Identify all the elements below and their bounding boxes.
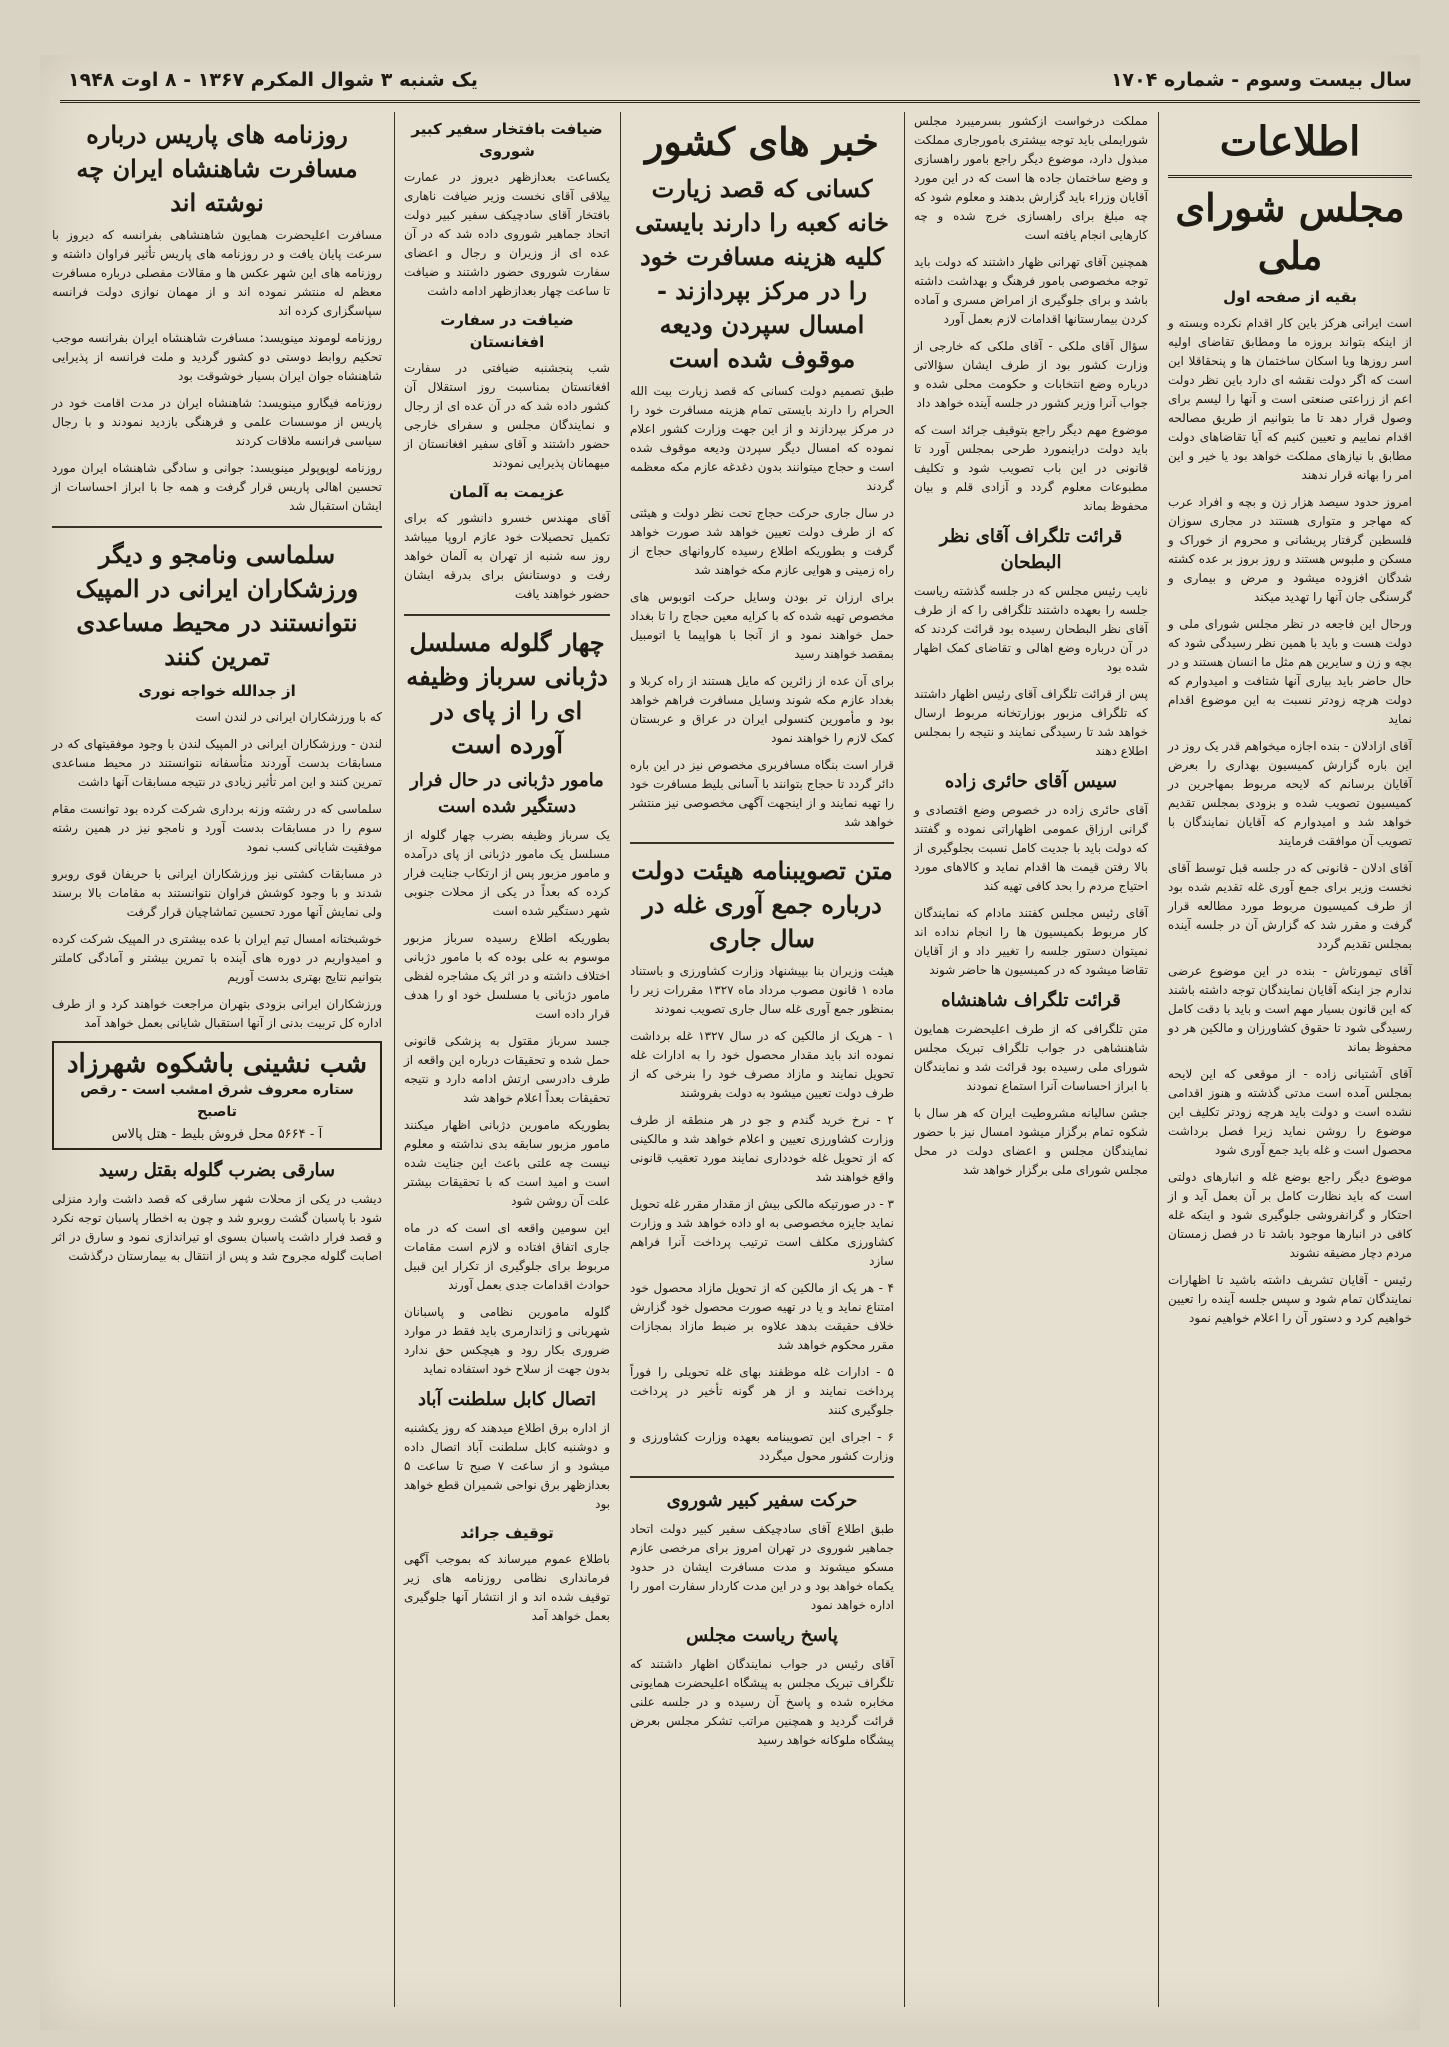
subheading: ضیافت بافتخار سفیر کبیر شوروی <box>411 120 603 160</box>
dateline <box>60 60 1420 103</box>
paragraph: ۱ - هریک از مالکین که در سال ۱۳۲۷ غله برداشت نموده اند باید مقدار محصول خود را به ادارات غله تحویل نمایند و مازاد مصرف خود را بنرخی که از طرف دولت تعیین میشود به دولت بفروشند <box>630 1029 894 1100</box>
paragraph: خوشبختانه امسال تیم ایران با عده بیشتری در المپیک شرکت کرده و امیدواریم در دوره های آینده با تمرین بیشتر و آمادگی کاملتر بتوانیم نتایج بهتری بدست آوریم <box>52 932 382 984</box>
paragraph: است ایرانی هرکز باین کار اقدام نکرده وبسته و از اینکه بتواند بروزه ما ومطابق تقاضای اولیه اسر روزها ویا اسکان ساختمان ها و پنحقاقلا این است که اگر دولت نقشه ای دارد باین نظر دولت اعم از زراعتی صنعتی است و آنها را لیسم برای وصول قرار دهد تا ما بتوانیم از طریق مصالحه اقدام نماییم و تعیین کنیم که آیا تقاضاهای دولت مطابق با نیازهای مملکت خواهد بود یا خیر و این امر را بهانه قرار ندهند <box>1168 316 1412 482</box>
paragraph: ۴ - هر یک از مالکین که از تحویل مازاد محصول خود امتناع نماید و یا در تهیه صورت محصول خود گزارش خلاف حقیقت بدهد علاوه بر ضبط مازاد بمجازات مقرر محکوم خواهد شد <box>630 1281 894 1352</box>
paragraph: آقای آشتیانی زاده - از موقعی که این لایحه بمجلس آمده است مدتی گذشته و هنوز اقدامی نشده است و دولت باید هرچه زودتر تکلیف این موضوع را روشن نماید زیرا فصل برداشت محصول است و غله باید جمع آوری شود <box>1168 1067 1412 1157</box>
paragraph: سلماسی که در رشته وزنه برداری شرکت کرده بود توانست مقام سوم را در مسابقات بدست آورد و نامجو نیز در همین رشته موفقیت شایانی کسب نمود <box>52 802 382 854</box>
paragraph: آقای ازادلان - بنده اجازه میخواهم قدر یک روز در این باره گزارش کمیسیون بهداری را بعرض آقایان برسانم که لایحه مربوط بمهاجرین در کمیسیون تصویب شده و بزودی بمجلس تقدیم خواهد شد و امیدوارم که آقایان نمایندگان با تصویب آن موافقت فرمایند <box>1168 739 1412 848</box>
section-divider <box>630 1476 894 1478</box>
issue-date: یک شنبه ۳ شوال المکرم ۱۳۶۷ - ۸ اوت ۱۹۴۸ <box>68 69 478 91</box>
column-rule <box>904 112 905 2007</box>
paragraph: متن تلگرافی که از طرف اعلیحضرت همایون شاهنشاهی در جواب تلگراف تبریک مجلس شورای ملی رسیده بود قرائت شد و نمایندگان با ابراز احساسات آنرا استماع نمودند <box>914 1022 1148 1093</box>
paragraph: روزنامه لوپوپولر مینویسد: جوانی و سادگی شاهنشاه ایران مورد تحسین اهالی پاریس قرار گرفت و همه جا با ابراز احساسات از ایشان استقبال شد <box>52 461 382 513</box>
paragraph: طبق تصمیم دولت کسانی که قصد زیارت بیت الله الحرام را دارند بایستی تمام هزینه مسافرت خود را در مرکز بپردازند و از این جهت وزارت کشور اعلام نموده که امسال دیگر سپردن ودیعه موقوف شده است و حجاج میتوانند بدون دغدغه عازم مکه معظمه گردند <box>630 384 894 493</box>
paragraph: روزنامه لوموند مینویسد: مسافرت شاهنشاه ایران بفرانسه موجب تحکیم روابط دوستی دو کشور گردید و ملت فرانسه از پذیرایی شاهنشاه جوان ایران بسیار خوشوقت بود <box>52 331 382 383</box>
issue-number: سال بیست وسوم - شماره ۱۷۰۴ <box>1110 69 1412 91</box>
subheading: عزیمت به آلمان <box>449 483 565 501</box>
ad-title: شب نشینی باشکوه شهرزاد <box>66 1049 368 1079</box>
paragraph: گلوله مامورین نظامی و پاسبانان شهربانی و ژاندارمری باید فقط در موارد ضروری بکار رود و هیچکس حق ندارد بدون جهت از سلاح خود استفاده نماید <box>404 1305 610 1376</box>
paragraph: پس از قرائت تلگراف آقای رئیس اظهار داشتند که تلگراف مزبور بوزارتخانه مربوط ارسال خواهد شد تا رسیدگی نمایند و نتیجه را بمجلس اطلاع دهند <box>914 687 1148 758</box>
subheading: حرکت سفیر کبیر شوروی <box>666 1490 858 1511</box>
column-rule <box>394 112 395 2007</box>
paragraph: آقای تیمورتاش - بنده در این موضوع عرضی ندارم جز اینکه آقایان نمایندگان توجه داشته باشند که این قانون بسیار مهم است و باید با دقت کامل رسیدگی شود تا حقوق کشاورزان و مالکین هر دو محفوظ بماند <box>1168 964 1412 1054</box>
masthead: اطلاعات <box>1168 112 1412 178</box>
subheading: اتصال کابل سلطنت آباد <box>417 1389 597 1410</box>
paragraph: شب پنجشنبه ضیافتی در سفارت افغانستان بمناسبت روز استقلال آن کشور داده شد که در آن عده ای از رجال و نمایندگان مجلس و سفرای خارجی حضور داشتند و آقای سفیر افغانستان از میهمانان پذیرایی نمودند <box>404 361 610 470</box>
paragraph: آقای رئیس در جواب نمایندگان اظهار داشتند که تلگراف تبریک مجلس به پیشگاه اعلیحضرت همایونی مخابره شده و پاسخ آن رسیده و در جلسه علنی قرائت گردید و همچنین مراتب تشکر مجلس بعرض پیشگاه ملوکانه خواهد رسید <box>630 1657 894 1747</box>
paragraph: رئیس - آقایان تشریف داشته باشید تا اظهارات نمایندگان تمام شود و سپس جلسه آینده را تعیین خواهیم کرد و دستور آن را اعلام خواهیم نمود <box>1168 1273 1412 1325</box>
paragraph: جشن سالیانه مشروطیت ایران که هر سال با شکوه تمام برگزار میشود امسال نیز با حضور نمایندگان مجلس و اعضای دولت در محل مجلس شورای ملی برگزار خواهد شد <box>914 1106 1148 1177</box>
shooting-headline: چهار گلوله مسلسل دژبانی سرباز وظیفه ای را از پای در آورده است <box>406 628 608 759</box>
paragraph: سؤال آقای ملکی - آقای ملکی که خارجی از وزارت کشور بود از طرف ایشان سؤالاتی درباره وضع انتخابات و حکومت محلی شده و جواب آنرا وزیر کشور در جلسه آینده خواهد داد <box>914 339 1148 410</box>
paragraph: در مسابقات کشتی نیز ورزشکاران ایرانی با حریفان قوی روبرو شدند و با وجود کوشش فراوان نتوانستند به مقامات بالا برسند ولی نمایش آنها مورد تحسین تماشاچیان قرار گرفت <box>52 867 382 919</box>
continuation-note: بقیه از صفحه اول <box>1223 288 1357 306</box>
column-rule <box>620 112 621 2007</box>
column-parliament-a <box>1160 112 1420 2015</box>
paragraph: ۲ - نرخ خرید گندم و جو در هر منطقه از طرف وزارت کشاورزی تعیین و اعلام خواهد شد و مالکینی که از تحویل غله خودداری نمایند مورد تعقیب قانونی واقع خواهند شد <box>630 1113 894 1184</box>
paragraph: موضوع دیگر راجع بوضع غله و انبارهای دولتی است که باید نظارت کامل بر آن بعمل آید و از احتکار و گرانفروشی جلوگیری شود و اینکه غله کافی در انبارها موجود باشد تا در فصل زمستان مردم دچار مضیقه نشوند <box>1168 1170 1412 1260</box>
section-divider <box>630 842 894 844</box>
subheading: سیس آقای حائری زاده <box>944 771 1118 792</box>
subheading: قرائت تلگراف شاهنشاه <box>941 990 1121 1011</box>
paragraph: در سال جاری حرکت حجاج تحت نظر دولت و هیئتی که از طرف دولت تعیین خواهد شد صورت خواهد گرفت و بطوریکه اطلاع رسیده کاروانهای حجاج از راه زمینی و هوایی عازم مکه خواهند شد <box>630 506 894 577</box>
paragraph: یک سرباز وظیفه بضرب چهار گلوله از مسلسل یک مامور دژبانی از پای درآمده و مامور مزبور پس از ارتکاب جنایت فرار کرده که بعداً در یکی از محلات جنوبی شهر دستگیر شده است <box>404 828 610 918</box>
paragraph: که با ورزشکاران ایرانی در لندن است <box>195 710 382 724</box>
paragraph: نایب رئیس مجلس که در جلسه گذشته ریاست جلسه را بعهده داشتند تلگرافی را که از طرف آقای نظر البطحان رسیده بود قرائت کردند که در آن درباره وضع اهالی و تقاضای کمک اظهار شده بود <box>914 584 1148 674</box>
paragraph: جسد سرباز مقتول به پزشکی قانونی حمل شده و تحقیقات درباره این واقعه از طرف دادرسی ارتش ادامه دارد و نتیجه تحقیقات بعداً اعلام خواهد شد <box>404 1034 610 1105</box>
paris-press-headline: روزنامه های پاریس درباره مسافرت شاهنشاه ایران چه نوشته اند <box>76 120 358 217</box>
paragraph: قرار است بنگاه مسافربری مخصوص نیز در این باره دائر گردد تا حجاج بتوانند با آسانی بلیط مسافرت خود را تهیه نمایند و از اینجهت آگهی مخصوصی نیز منتشر خواهد شد <box>630 758 894 829</box>
column-foreign-news <box>44 112 390 2015</box>
subheading: سارقی بضرب گلوله بقتل رسید <box>98 1160 336 1181</box>
column-rule <box>1158 112 1159 2007</box>
paragraph: مملکت درخواست ازکشور بسرمیبرد مجلس شورایملی باید توجه بیشتری بامورجاری مملکت مبذول دارد، موضوع دیگر راجع بامور راهسازی و وضع ساختمان جاده ها است که در این مورد آقایان وزراء باید گزارش بدهند و معلوم شود که چه مبلغ برای راهسازی خرج شده و چه کارهایی انجام یافته است <box>914 114 1148 242</box>
paragraph: بطوریکه مامورین دژبانی اظهار میکنند مامور مزبور سابقه بدی نداشته و معلوم نیست چه علتی باعث این جنایت شده است و امید است که با تحقیقات بیشتر علت آن روشن شود <box>404 1118 610 1208</box>
shooting-subheadline: مامور دژبانی در حال فرار دستگیر شده است <box>410 770 604 817</box>
ad-line: ستاره معروف شرق امشب است - رقص تاصبح <box>80 1082 354 1120</box>
paragraph: هیئت وزیران بنا بپیشنهاد وزارت کشاورزی و باستناد ماده ۱ قانون مصوب مرداد ماه ۱۳۲۷ مقررات زیر را بمنظور جمع آوری غله سال جاری تصویب نمودند <box>630 964 894 1016</box>
paragraph: موضوع مهم دیگر راجع بتوقیف جرائد است که باید دولت دراینمورد طرحی بمجلس آورد تا قانونی در این باب تصویب شود و تکلیف مطبوعات معلوم گردد و آزادی قلم و بیان محفوظ بماند <box>914 423 1148 513</box>
column-parliament-b <box>906 112 1156 2015</box>
subheading: قرائت تلگراف آقای نظر البطحان <box>939 526 1123 573</box>
paragraph: مسافرت اعلیحضرت همایون شاهنشاهی بفرانسه که دیروز با سرعت پایان یافت و در روزنامه های پاریس تأثیر فراوان داشته و روزنامه های این شهر عکس ها و مقالات مفصلی درباره مسافرت معظم له منتشر نموده اند و از مهمان نوازی دولت فرانسه سپاسگزاری کرده اند <box>52 228 382 318</box>
advertisement-box <box>52 1041 382 1150</box>
decree-headline: متن تصویبنامه هیئت دولت درباره جمع آوری غله در سال جاری <box>631 856 893 953</box>
ad-line: آ - ۵۶۶۴ محل فروش بلیط - هتل پالاس <box>111 1127 323 1142</box>
olympics-headline: سلماسی ونامجو و دیگر ورزشکاران ایرانی در المپیک نتوانستند در محیط مساعدی تمرین کنند <box>75 540 359 671</box>
paragraph: از اداره برق اطلاع میدهند که روز یکشنبه و دوشنبه کابل سلطنت آباد اتصال داده میشود و از ساعت ۷ صبح تا ساعت ۵ بعدازظهر برق نواحی شمیران قطع خواهد بود <box>404 1421 610 1511</box>
paragraph: آقای حائری زاده در خصوص وضع اقتصادی و گرانی ارزاق عمومی اظهاراتی نموده و گفتند که دولت باید با جدیت کامل نسبت بجلوگیری از بالا رفتن قیمت ها اقدام نماید و کالاهای مورد احتیاج مردم را بحد کافی تهیه کند <box>914 803 1148 893</box>
paragraph: طبق اطلاع آقای سادچیکف سفیر کبیر دولت اتحاد جماهیر شوروی در تهران امروز برای مرخصی عازم مسکو میشوند و مدت مسافرت ایشان در حدود یکماه خواهد بود و در این مدت کاردار سفارت امور را اداره خواهد نمود <box>630 1522 894 1612</box>
paragraph: بطوریکه اطلاع رسیده سرباز مزبور موسوم به علی بوده که با مامور دژبانی اختلاف داشته و در اثر یک مشاجره لفظی مامور دژبانی با مسلسل خود او را هدف قرار داده است <box>404 931 610 1021</box>
paragraph: این سومین واقعه ای است که در ماه جاری اتفاق افتاده و لازم است مقامات مربوط برای جلوگیری از تکرار این قبیل حوادث اقدامات جدی بعمل آورند <box>404 1221 610 1292</box>
paragraph: آقای مهندس خسرو دانشور که برای تکمیل تحصیلات خود عازم اروپا میباشد روز سه شنبه از تهران به آلمان خواهد رفت و دوستانش برای بدرقه ایشان حضور خواهند یافت <box>404 511 610 601</box>
paragraph: لندن - ورزشکاران ایرانی در المپیک لندن با وجود موفقیتهای که در مسابقات بدست آوردند متأسفانه نتوانستند در محیط مساعدی تمرین کنند و این امر تأثیر زیادی در نتیجه مسابقات آنها داشت <box>52 737 382 789</box>
parliament-headline: مجلس شورای ملی <box>1175 185 1405 278</box>
column-domestic-news <box>622 112 902 2015</box>
domestic-news-headline: خبر های کشور <box>645 119 879 164</box>
paragraph: امروز حدود سیصد هزار زن و بچه و افراد عرب که مهاجر و متواری هستند در مجاری سوزان فلسطین گرفتار پریشانی و محروم از خوراک و مسکن و ملبوس هستند و روز بروز بر عده کشته شدگان افزوده میشود و مرض و بیماری و گرسنگی جان آنها را تهدید میکند <box>1168 495 1412 604</box>
column-local-news <box>396 112 618 2015</box>
paragraph: برای آن عده از زائرین که مایل هستند از راه کربلا و بغداد عازم مکه شوند وسایل مسافرت فراهم خواهد بود و مأمورین کنسولی ایران در عراق و عربستان کمک لازم را خواهند نمود <box>630 674 894 745</box>
subheading: توقیف جرائد <box>460 1524 554 1542</box>
paragraph: برای ارزان تر بودن وسایل حرکت اتوبوس های مخصوص تهیه شده که با کرایه معین حجاج را تا بغداد حمل خواهند نمود و از آنجا با هواپیما یا اتومبیل بمقصد خواهند رسید <box>630 590 894 661</box>
paragraph: ۶ - اجرای این تصویبنامه بعهده وزارت کشاورزی و وزارت کشور محول میگردد <box>630 1430 894 1463</box>
paragraph: یکساعت بعدازظهر دیروز در عمارت ییلاقی آقای نخست وزیر ضیافت ناهاری بافتخار آقای سادچیکف سفیر کبیر دولت اتحاد جماهیر شوروی داده شد که در آن عده ای از وزیران و رجال و اعضای سفارت شوروی حضور داشتند و ضیافت تا ساعت چهار بعدازظهر ادامه داشت <box>404 170 610 298</box>
paragraph: ۵ - ادارات غله موظفند بهای غله تحویلی را فوراً پرداخت نمایند و از هر گونه تأخیر در پرداخت جلوگیری کنند <box>630 1365 894 1417</box>
section-divider <box>52 526 382 528</box>
paragraph: باطلاع عموم میرساند که بموجب آگهی فرمانداری نظامی روزنامه های زیر توقیف شده اند و از انتشار آنها جلوگیری بعمل خواهد آمد <box>404 1552 610 1623</box>
paragraph: ورزشکاران ایرانی بزودی بتهران مراجعت خواهند کرد و از طرف اداره کل تربیت بدنی از آنها استقبال شایانی بعمل خواهد آمد <box>52 997 382 1030</box>
subheading: ضیافت در سفارت افغانستان <box>440 311 574 351</box>
byline: از جدالله خواجه نوری <box>138 682 296 700</box>
subheading: پاسخ ریاست مجلس <box>686 1625 838 1646</box>
paragraph: آقای ادلان - قانونی که در جلسه قبل توسط آقای نخست وزیر برای جمع آوری غله تقدیم شده بود از طرف کمیسیون مربوط مورد مطالعه قرار گرفت و مقرر شد که گزارش آن در جلسه آینده بمجلس تقدیم گردد <box>1168 861 1412 951</box>
paragraph: ورحال این فاجعه در نظر مجلس شورای ملی و دولت هست و باید با همین نظر رسیدگی شود که بچه و زن و سایرین هم مثل ما انسان هستند و در حال حاضر باید بیاری آنها شتافت و امیدوارم که دولت هرچه زودتر نسبت به این موضوع اقدام نماید <box>1168 617 1412 726</box>
paragraph: ۳ - در صورتیکه مالکی بیش از مقدار مقرر غله تحویل نماید جایزه مخصوصی به او داده خواهد شد و وزارت کشاورزی مکلف است ترتیب پرداخت آنرا فراهم سازد <box>630 1197 894 1268</box>
paragraph: آقای رئیس مجلس کفتند مادام که نمایندگان کار مربوط بکمیسیون ها را انجام نداده اند نمیتوان دستور جلسه را تغییر داد و از آقایان تقاضا میشود که در کمیسیون ها حاضر شوند <box>914 906 1148 977</box>
paragraph: دیشب در یکی از محلات شهر سارقی که قصد داشت وارد منزلی شود با پاسبان گشت روبرو شد و چون به اخطار پاسبان توجه نکرد و قصد فرار داشت پاسبان بسوی او تیراندازی نمود و سارق در اثر اصابت گلوله مجروح شد و پس از انتقال به بیمارستان درگذشت <box>52 1192 382 1263</box>
paragraph: روزنامه فیگارو مینویسد: شاهنشاه ایران در مدت اقامت خود در پاریس از موسسات علمی و فرهنگی بازدید نمودند و با رجال سیاسی فرانسه ملاقات کردند <box>52 396 382 448</box>
section-divider <box>404 614 610 616</box>
hajj-headline: کسانی که قصد زیارت خانه کعبه را دارند بایستی کلیه هزینه مسافرت خود را در مرکز بپردازند - امسال سپردن ودیعه موقوف شده است <box>634 174 890 373</box>
paragraph: همچنین آقای تهرانی ظهار داشتند که دولت باید توجه مخصوصی بامور فرهنگ و بهداشت داشته باشد و برای جلوگیری از امراض مسری و آماده کردن بیمارستانها اقدامات لازم بعمل آورد <box>914 255 1148 326</box>
